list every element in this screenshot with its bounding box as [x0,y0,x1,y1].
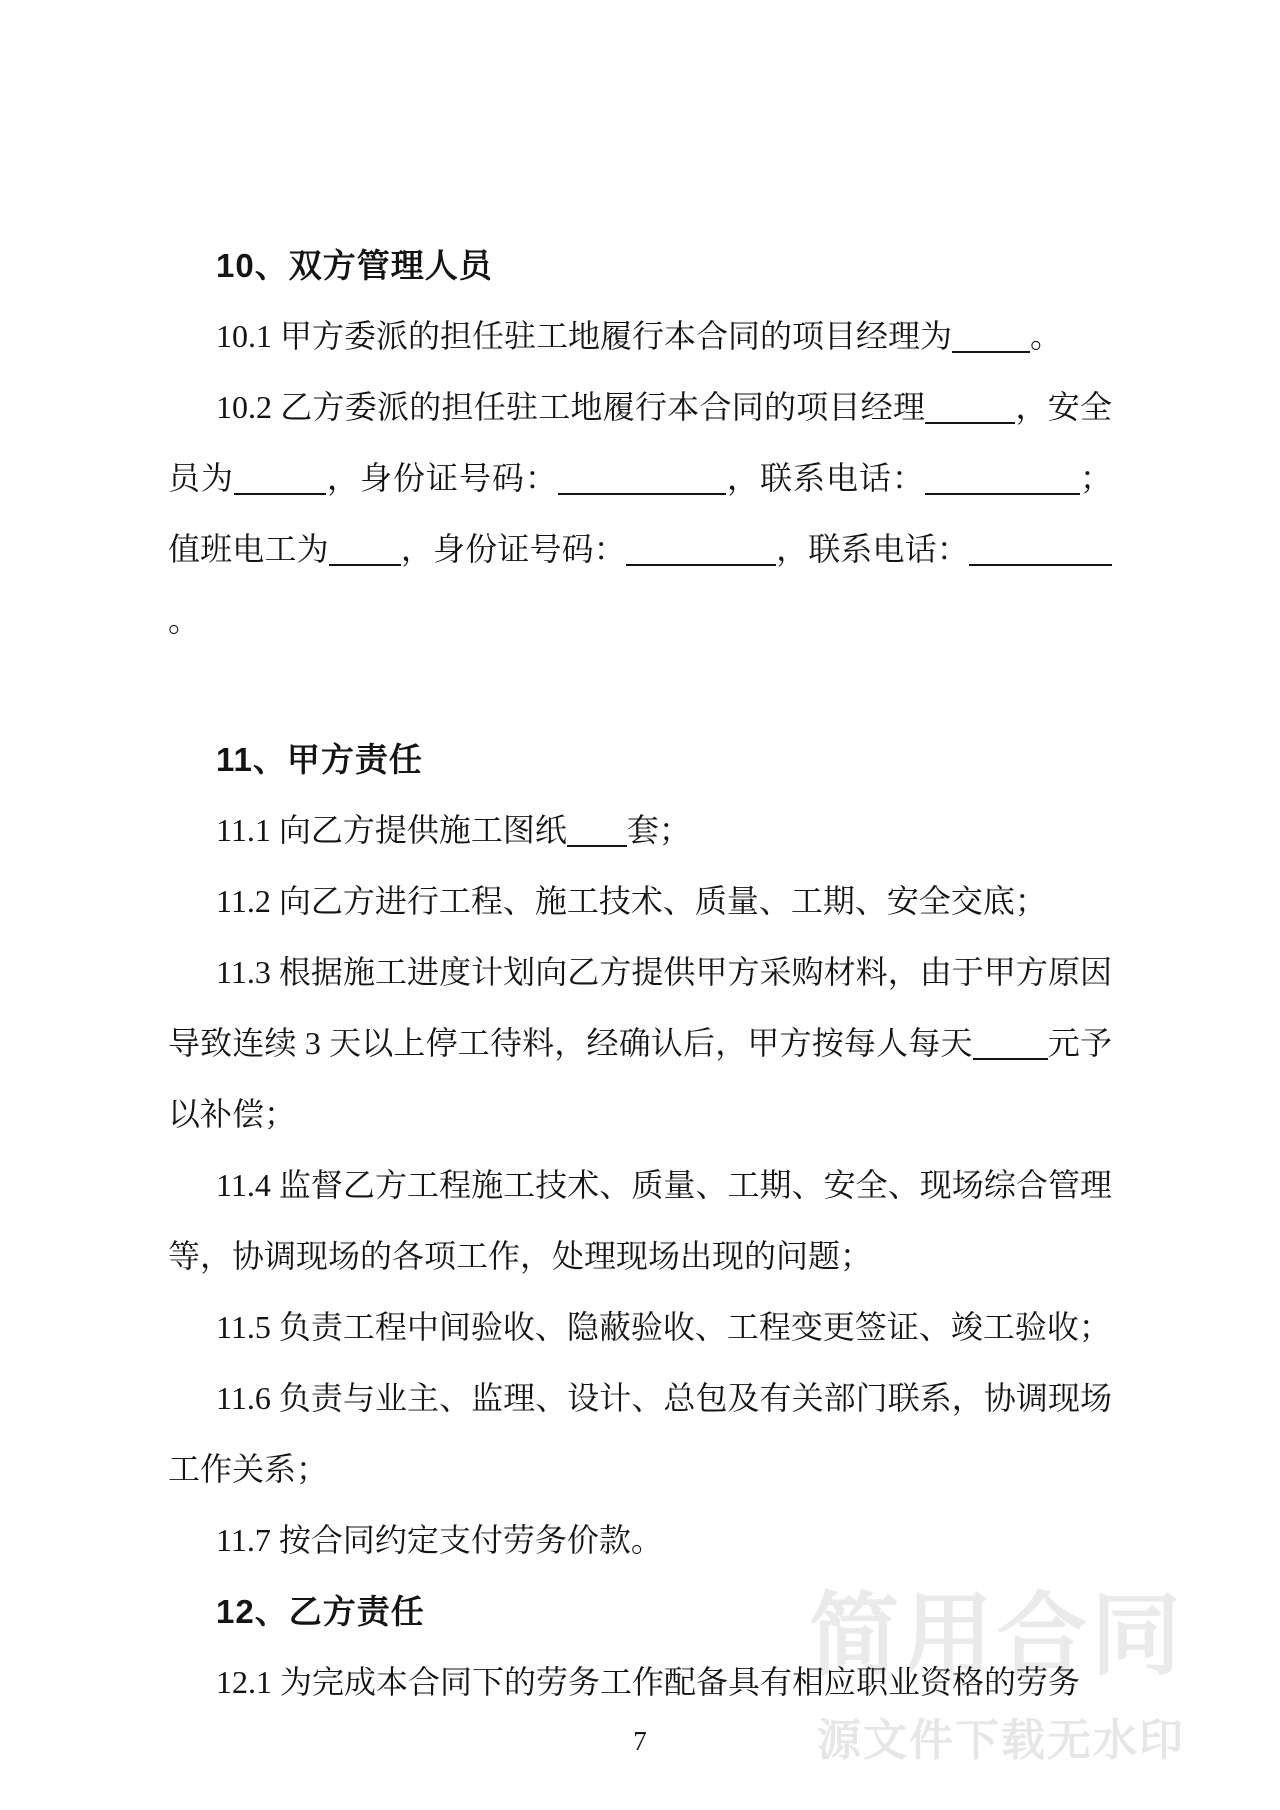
fill-in-blank-line [925,493,1080,495]
clause-11-4: 11.4 监督乙方工程施工技术、质量、工期、安全、现场综合管理等，协调现场的各项工作，处理现场出现的问题； [168,1167,1112,1274]
heading-section-11: 11、甲方责任 [216,741,423,778]
clause-11-3: 11.3 根据施工进度计划向乙方提供甲方采购材料，由于甲方原因导致连续 3 天以上停工待料，经确认后，甲方按每人每天 元予以补偿； [168,954,1112,1132]
clause-11-7: 11.7 按合同约定支付劳务价款。 [216,1522,663,1558]
fill-in-blank-line [969,564,1112,566]
clause-10-2: 10.2 乙方委派的担任驻工地履行本合同的项目经理 ，安全员为 ，身份证号码： ，联系电话： ；值班电工为 ，身份证号码： ，联系电话：。 [168,389,1112,638]
fill-in-blank-line [329,564,401,566]
clause-11-5: 11.5 负责工程中间验收、隐蔽验收、工程变更签证、竣工验收； [216,1309,1111,1345]
fill-in-blank-line [567,845,627,847]
fill-in-blank-line [558,493,726,495]
document-body [168,230,1112,1718]
clause-10-1: 10.1 甲方委派的担任驻工地履行本合同的项目经理为 。 [216,318,1063,354]
clause-11-6: 11.6 负责与业主、监理、设计、总包及有关部门联系，协调现场工作关系； [168,1380,1112,1487]
clause-11-2: 11.2 向乙方进行工程、施工技术、质量、工期、安全交底； [216,883,1047,919]
fill-in-blank-line [952,351,1030,353]
fill-in-blank-line [925,422,1015,424]
fill-in-blank-line [234,493,326,495]
watermark-brand-text: 简用合同 [809,1586,1185,1686]
clause-11-1: 11.1 向乙方提供施工图纸 套； [216,812,691,848]
fill-in-blank-line [973,1058,1048,1060]
watermark-tagline-text: 源文件下载无水印 [817,1716,1185,1765]
clause-12-1: 12.1 为完成本合同下的劳务工作配备具有相应职业资格的劳务 [216,1664,1081,1700]
heading-section-12: 12、乙方责任 [216,1593,425,1630]
heading-section-10: 10、双方管理人员 [216,247,493,284]
fill-in-blank-line [626,564,776,566]
page-footer [0,1726,1280,1757]
page-number: 7 [633,1726,647,1756]
